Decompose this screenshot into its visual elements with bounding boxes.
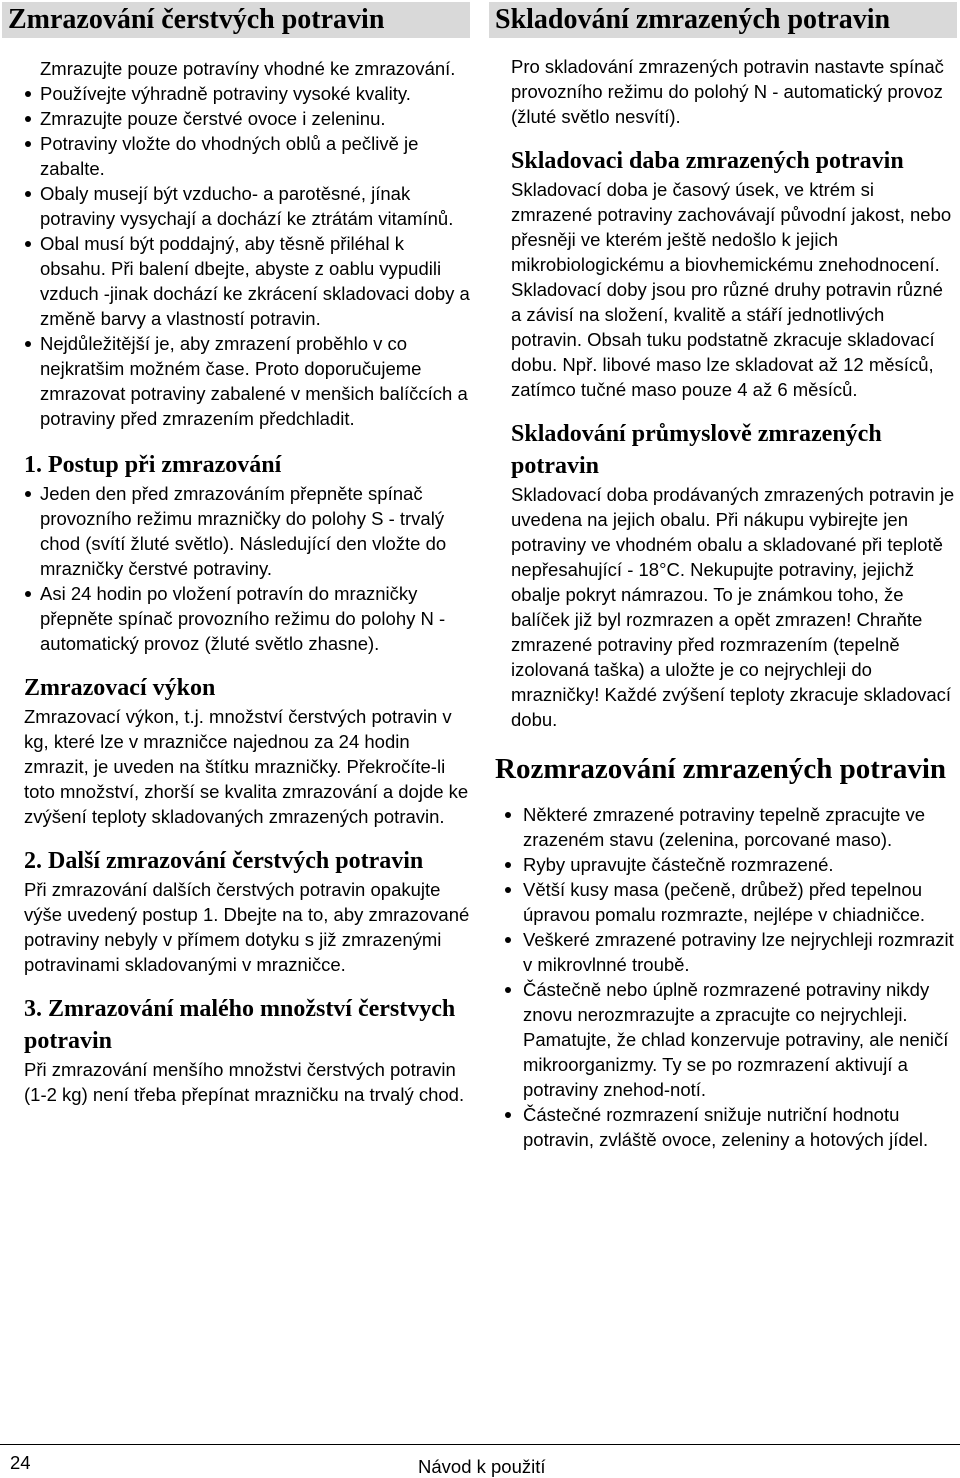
- intro-text: Zmrazujte pouze potravíny vhodné ke zmrazování.: [40, 58, 456, 79]
- step2-heading: 2. Další zmrazování čerstvých potravin: [24, 848, 424, 874]
- step3-text: Při zmrazování menšího množstvi čerstvých potravin (1-2 kg) není třeba přepínat mrazničku na trvalý chod.: [24, 1059, 465, 1105]
- footer-divider: [0, 1444, 960, 1445]
- step3-heading: 3. Zmrazování malého množství čerstvych potravin: [24, 996, 456, 1054]
- left-column: [2, 2, 470, 1107]
- doba-heading: Skladovaci daba zmrazených potravin: [511, 148, 904, 174]
- list-item: Používejte výhradně potraviny vysoké kvality.: [24, 81, 470, 106]
- section-banner-skladovani: Skladování zmrazených potravin: [489, 2, 957, 38]
- rozmrazovani-section: [489, 750, 957, 1152]
- list-item: Větší kusy masa (pečeně, drůbež) před tepelnou úpravou pomalu rozmrazte, nejlépe v chiadničce.: [495, 877, 957, 927]
- list-item: Jeden den před zmrazováním přepněte spínač provozního režimu mrazničky do polohy S - trvalý chod (svítí žluté světlo). Následující den vložte do mrazničky čerstvé potraviny.: [24, 481, 470, 581]
- page-number: 24: [10, 1452, 31, 1473]
- rozmrazovani-heading: Rozmrazování zmrazených potravin: [495, 753, 947, 785]
- section-banner-zmrazovani: Zmrazování čerstvých potravin: [2, 2, 470, 38]
- vykon-section: [2, 672, 470, 829]
- vykon-heading: Zmrazovací výkon: [24, 675, 216, 701]
- zmrazovani-content: [2, 38, 470, 431]
- vykon-text: Zmrazovací výkon, t.j. množství čerstvých potravin v kg, které lze v mrazničce najednou za 24 hodin zmrazit, je uveden na štítku mrazničky. Překročíte-li toto množství, zhorší se kvalita zmrazování a dojde ke zvýšení teploty skladovaných zmrazených potravin.: [24, 706, 469, 827]
- list-item: Částečné rozmrazení snižuje nutriční hodnotu potravin, zvláště ovoce, zeleniny a hotových jídel.: [495, 1102, 957, 1152]
- list-item: Veškeré zmrazené potraviny lze nejrychleji rozmrazit v mikrovlnné troubě.: [495, 927, 957, 977]
- step3-section: [2, 993, 470, 1107]
- prumysl-text: Skladovací doba prodávaných zmrazených potravin je uvedena na jejich obalu. Při nákupu vybirejte jen potraviny ve vhodném obalu a skladované při teplotě nepřesahující - 18°C. Nekupujte potraviny, jejichž obalje pokryt námrazou. To je známkou toho, že balíček již byl rozmrazen a opět zmrazen! Chraňte zmrazené potraviny před rozmrazením (tepelně izolovaná taška) a uložte je co nejrychleji do mrazničky! Každé zvýšení teploty zkracuje skladovací dobu.: [511, 484, 955, 730]
- step2-text: Při zmrazování dalších čerstvých potravin opakujte výše uvedený postup 1. Dbejte na to, aby zmrazované potraviny nebyly v přímem dotyku s již zmrazenými potravinami skladovanými v mrazničce.: [24, 879, 470, 975]
- list-item: Potraviny vložte do vhodných oblů a pečlivě je zabalte.: [24, 131, 470, 181]
- step1-section: [2, 449, 470, 656]
- list-item: Nejdůležitější je, aby zmrazení proběhlo v co nejkratšim možném čase. Proto doporučujeme zmrazovat potraviny zabalené v menšich balíčcích a potraviny před zmrazením předchladit.: [24, 331, 470, 431]
- list-item: Zmrazujte pouze čerstvé ovoce i zeleninu.: [24, 106, 470, 131]
- step1-bullet-list: [24, 481, 470, 656]
- right-column: [489, 2, 957, 1152]
- skladovani-intro: Pro skladování zmrazených potravin nastavte spínač provozního režimu do polohý N - automatický provoz (žluté světlo nesvítí).: [511, 56, 944, 127]
- step1-heading: 1. Postup při zmrazování: [24, 452, 282, 478]
- list-item: Asi 24 hodin po vložení potravín do mrazničky přepněte spínač provozního režimu do polohy N - automatický provoz (žluté světlo zhasne).: [24, 581, 470, 656]
- list-item: Ryby upravujte částečně rozmrazené.: [495, 852, 957, 877]
- skladovani-content: [489, 38, 957, 732]
- list-item: Částečně nebo úplně rozmrazené potraviny nikdy znovu nerozmrazujte a zpracujte co nejrychleji. Pamatujte, že chlad konzervuje potraviny, ale neničí mikroorganizmy. Ty se po rozmrazení aktivují a potraviny znehod-notí.: [495, 977, 957, 1102]
- list-item: Obal musí být poddajný, aby těsně přiléhal k obsahu. Při balení dbejte, abyste z oablu vypudili vzduch -jinak dochází ke zkrácení skladovaci doby a změně barvy a vlastností potravin.: [24, 231, 470, 331]
- rozmrazovani-bullet-list: [495, 802, 957, 1152]
- footer-title: Návod k použití: [418, 1456, 546, 1477]
- doba-text: Skladovací doba je časový úsek, ve ktrém si zmrazené potraviny zachovávají původní jakost, nebo přesněji ve kterém ještě nedošlo k jejich mikrobiologickému a biovhemickému znehodnocení. Skladovací doby jsou pro různé druhy potravin různé a závisí na složení, kvalitě a stáří jednotlivých potravin. Obsah tuku podstatně zkracuje skladovací dobu. Npř. libové maso lze skladovat až 12 měsíců, zatímco tučné maso pouze 4 až 6 měsíců.: [511, 179, 952, 400]
- list-item: Některé zmrazené potraviny tepelně zpracujte ve zrazeném stavu (zelenina, porcované maso).: [495, 802, 957, 852]
- step2-section: [2, 845, 470, 977]
- list-item: Obaly musejí být vzducho- a parotěsné, jínak potraviny vysychají a dochází ke ztrátám vitamínů.: [24, 181, 470, 231]
- prumysl-heading: Skladování průmyslově zmrazených potravin: [511, 421, 882, 479]
- zmrazovani-bullet-list: [24, 81, 470, 431]
